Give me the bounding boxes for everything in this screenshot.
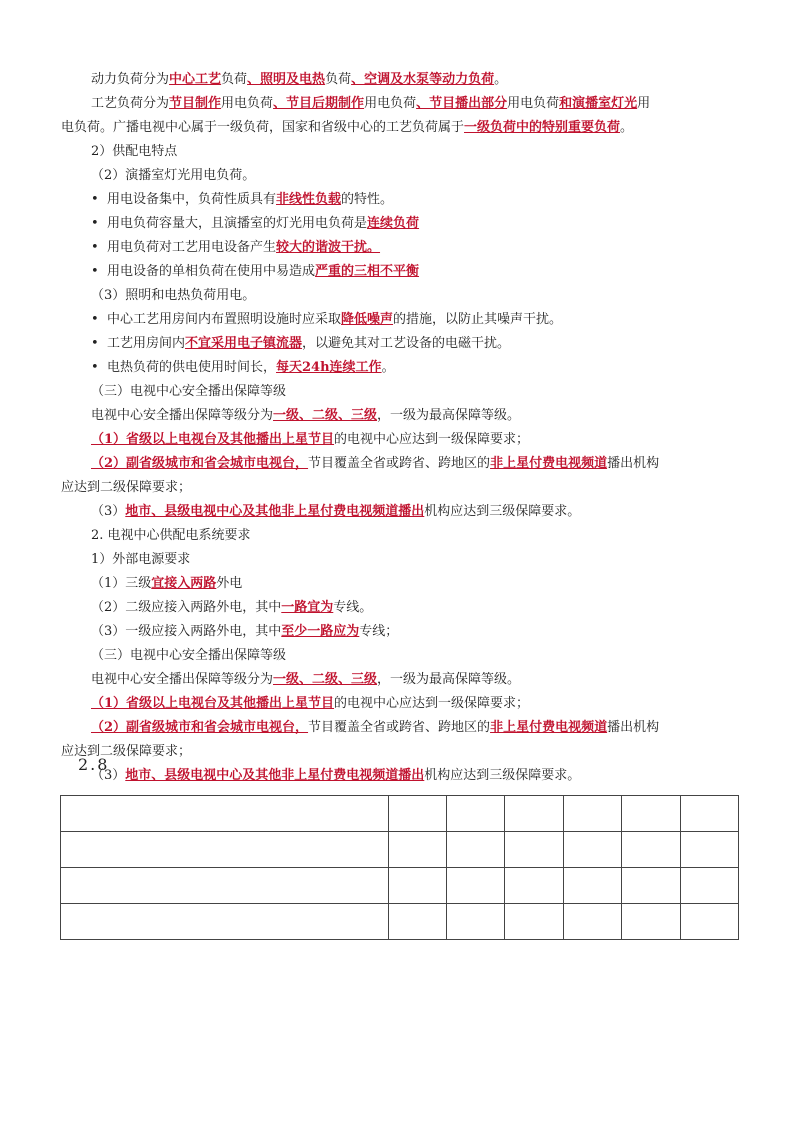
text-segment: 电视中心安全播出保障等级分为 (91, 672, 274, 687)
text-line (91, 215, 419, 233)
text-segment: （3）一级应接入两路外电，其中 (91, 624, 282, 639)
table-cell (446, 832, 504, 868)
text-segment: 动力负荷分为 (91, 72, 170, 87)
table-cell (505, 796, 563, 832)
highlighted-term: 、空调及水泵等动力负荷 (351, 72, 495, 87)
text-line (91, 551, 190, 569)
text-line (91, 191, 393, 209)
text-segment: 的电视中心应达到一级保障要求； (334, 432, 530, 447)
highlighted-term: 至少一路应为 (281, 624, 360, 639)
text-line (91, 671, 520, 689)
text-segment: （三）电视中心安全播出保障等级 (91, 384, 287, 399)
bullet-marker: • (91, 216, 99, 231)
highlighted-term: 一级、二级、三级 (273, 672, 378, 687)
table-cell (680, 832, 738, 868)
table-cell (505, 832, 563, 868)
highlighted-term: 宜接入两路 (151, 576, 217, 591)
highlighted-term: 一级、二级、三级 (273, 408, 378, 423)
highlighted-term: （1）省级以上电视台及其他播出上星节目 (91, 696, 335, 711)
highlighted-term: 连续负荷 (367, 216, 420, 231)
text-segment: 用 (637, 96, 651, 111)
bullet-marker: • (91, 240, 99, 255)
text-line (91, 407, 520, 425)
text-segment: 用电负荷 (364, 96, 417, 111)
text-segment: 用电负荷容量大，且演播室的灯光用电负荷是 (107, 216, 368, 231)
bullet-marker: • (91, 312, 99, 327)
table-cell (563, 904, 621, 940)
table-cell (388, 868, 446, 904)
text-line (91, 575, 242, 593)
bullet-marker: • (91, 336, 99, 351)
table-cell (680, 904, 738, 940)
highlighted-term: 不宜采用电子镇流器 (185, 336, 303, 351)
text-line (91, 599, 372, 617)
text-segment: （2）演播室灯光用电负荷。 (91, 168, 256, 183)
text-line (91, 719, 659, 737)
table-cell (388, 832, 446, 868)
table-cell (505, 904, 563, 940)
text-line (61, 119, 633, 137)
text-segment: 播出机构 (607, 456, 660, 471)
highlighted-term: 非上星付费电视频道 (490, 720, 608, 735)
table-cell (61, 868, 389, 904)
text-segment: 工艺负荷分为 (91, 96, 170, 111)
highlighted-term: 、照明及电热 (247, 72, 326, 87)
text-line (91, 71, 507, 89)
highlighted-term: 、节目后期制作 (273, 96, 365, 111)
text-segment: 电负荷。广播电视中心属于一级负荷，国家和省级中心的工艺负荷属于 (61, 120, 465, 135)
text-segment: 用电负荷 (221, 96, 274, 111)
text-segment: 机构应达到三级保障要求。 (424, 504, 581, 519)
table-cell (61, 904, 389, 940)
table-cell (388, 796, 446, 832)
highlighted-term: 非上星付费电视频道 (490, 456, 608, 471)
highlighted-term: 一路宜为 (281, 600, 334, 615)
text-line (91, 623, 398, 641)
table-cell (563, 796, 621, 832)
bullet-marker: • (91, 360, 99, 375)
text-segment: ，一级为最高保障等级。 (377, 672, 521, 687)
text-segment: 1）外部电源要求 (91, 552, 191, 567)
text-segment: （2）二级应接入两路外电，其中 (91, 600, 282, 615)
text-segment: 负荷 (221, 72, 248, 87)
highlighted-term: 节目制作 (169, 96, 222, 111)
table-row (61, 832, 739, 868)
text-line (91, 263, 419, 281)
text-segment: 的措施，以防止其噪声干扰。 (393, 312, 563, 327)
text-segment: 专线。 (333, 600, 373, 615)
text-segment: 应达到二级保障要求； (61, 480, 192, 495)
text-line (91, 143, 177, 161)
highlighted-term: 较大的谐波干扰。 (276, 240, 381, 255)
text-segment: （1）三级 (91, 576, 152, 591)
text-line (91, 383, 286, 401)
text-segment: 中心工艺用房间内布置照明设施时应采取 (107, 312, 342, 327)
highlighted-term: 降低噪声 (341, 312, 394, 327)
table-cell (622, 868, 680, 904)
text-segment: 用电设备的单相负荷在使用中易造成 (107, 264, 316, 279)
text-segment: 。 (620, 120, 634, 135)
text-line (91, 311, 562, 329)
table-cell (622, 904, 680, 940)
text-line (91, 335, 510, 353)
text-segment: （3）照明和电热负荷用电。 (91, 288, 256, 303)
highlighted-term: 一级负荷中的特别重要负荷 (464, 120, 621, 135)
text-segment: 电热负荷的供电使用时间长， (107, 360, 277, 375)
highlighted-term: 严重的三相不平衡 (315, 264, 420, 279)
text-segment: 用电负荷 (507, 96, 560, 111)
text-segment: 。 (381, 360, 395, 375)
table-cell (446, 868, 504, 904)
table-cell (680, 796, 738, 832)
text-segment: 机构应达到三级保障要求。 (424, 768, 581, 783)
section-number: 2.8 (78, 755, 110, 774)
text-segment: 的电视中心应达到一级保障要求； (334, 696, 530, 711)
text-segment: 的特性。 (341, 192, 394, 207)
text-segment: 节目覆盖全省或跨省、跨地区的 (308, 456, 491, 471)
text-line (91, 527, 251, 545)
text-line (91, 647, 286, 665)
text-segment: （3） (91, 768, 126, 783)
text-line (91, 359, 395, 377)
text-line (91, 767, 580, 785)
highlighted-term: 和演播室灯光 (559, 96, 638, 111)
highlighted-term: 、节目播出部分 (416, 96, 508, 111)
text-segment: 电视中心安全播出保障等级分为 (91, 408, 274, 423)
text-line (91, 287, 255, 305)
text-segment: 2. 电视中心供配电系统要求 (91, 528, 251, 543)
text-segment: 负荷 (325, 72, 352, 87)
text-segment: （3） (91, 504, 126, 519)
text-line (91, 455, 659, 473)
empty-table (60, 795, 739, 940)
text-segment: 专线； (359, 624, 399, 639)
highlighted-term: （2）副省级城市和省会城市电视台， (91, 720, 309, 735)
table-row (61, 904, 739, 940)
table-cell (680, 868, 738, 904)
highlighted-term: 中心工艺 (169, 72, 222, 87)
highlighted-term: 地市、县级电视中心及其他非上星付费电视频道播出 (125, 504, 425, 519)
table-cell (388, 904, 446, 940)
text-segment: 用电设备集中，负荷性质具有 (107, 192, 277, 207)
bullet-marker: • (91, 192, 99, 207)
highlighted-term: 非线性负载 (276, 192, 342, 207)
table-cell (563, 832, 621, 868)
text-line (61, 479, 191, 497)
table-cell (563, 868, 621, 904)
text-line (91, 95, 650, 113)
text-segment: 2）供配电特点 (91, 144, 178, 159)
text-segment: 节目覆盖全省或跨省、跨地区的 (308, 720, 491, 735)
text-line (91, 167, 255, 185)
text-segment: 播出机构 (607, 720, 660, 735)
table-row (61, 868, 739, 904)
highlighted-term: （1）省级以上电视台及其他播出上星节目 (91, 432, 335, 447)
text-line (91, 431, 529, 449)
table-row (61, 796, 739, 832)
text-line (91, 695, 529, 713)
highlighted-term: （2）副省级城市和省会城市电视台， (91, 456, 309, 471)
table-cell (446, 796, 504, 832)
table-cell (446, 904, 504, 940)
text-segment: ，以避免其对工艺设备的电磁干扰。 (302, 336, 511, 351)
table-cell (622, 796, 680, 832)
text-segment: ，一级为最高保障等级。 (377, 408, 521, 423)
highlighted-term: 每天24h连续工作 (276, 360, 382, 375)
text-segment: 外电 (216, 576, 243, 591)
text-line (91, 503, 580, 521)
text-segment: 。 (494, 72, 508, 87)
highlighted-term: 地市、县级电视中心及其他非上星付费电视频道播出 (125, 768, 425, 783)
table-cell (61, 832, 389, 868)
bullet-marker: • (91, 264, 99, 279)
table-cell (505, 868, 563, 904)
text-line (91, 239, 380, 257)
text-segment: 工艺用房间内 (107, 336, 186, 351)
text-segment: （三）电视中心安全播出保障等级 (91, 648, 287, 663)
text-segment: 应达到二级保障要求； (61, 744, 192, 759)
table-cell (622, 832, 680, 868)
text-segment: 用电负荷对工艺用电设备产生 (107, 240, 277, 255)
table-cell (61, 796, 389, 832)
